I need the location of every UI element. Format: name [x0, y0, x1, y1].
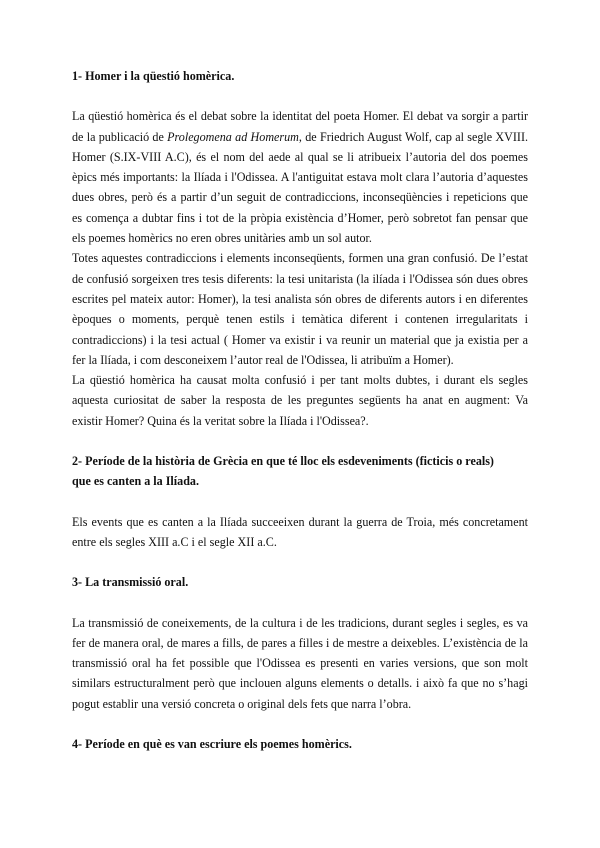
- section-3-heading: 3- La transmissió oral.: [72, 575, 189, 590]
- section-1-paragraph-1-text-a: La qüestió homèrica és el debat sobre la identitat del poeta Homer. El debat va sorgir a partir de la publicació de: [72, 109, 528, 144]
- section-4-heading: 4- Període en què es van escriure els poemes homèrics.: [72, 737, 352, 752]
- section-2-heading: [72, 451, 528, 492]
- section-1-heading: 1- Homer i la qüestió homèrica.: [72, 69, 235, 83]
- section-2-heading-line-1: 2- Període de la història de Grècia en que té lloc els esdeveniments (ficticis o reals): [72, 454, 494, 469]
- section-1-paragraph-2: Totes aquestes contradiccions i elements inconseqüents, formen una gran confusió. De l’estat de confusió sorgeixen tres tesis diferents: la tesi unitarista (la ilíada i l'Odissea són dues obres escrites pel mateix autor: Homer), la tesi analista són obres de diferents autors i en diferentes èpoques o moments, perquè tenen estils i temàtica diferent i contenen irregularitats i contradiccions) i la tesi actual ( Homer va existir i va reunir un material que ja existia per a fer la Ilíada, i com desconeixem l’autor real de l'Odissea, li atribuïm a Homer).: [72, 251, 528, 367]
- section-2-paragraph-1: Els events que es canten a la Ilíada succeeixen durant la guerra de Troia, més concretament entre els segles XIII a.C i el segle XII a.C.: [72, 514, 528, 549]
- section-1-paragraph-3: La qüestió homèrica ha causat molta confusió i per tant molts dubtes, i durant els segles aquesta curiositat de saber la resposta de les preguntes següents ha anat en augment: Va existir Homer? Quina és la veritat sobre la Ilíada i l'Odissea?.: [72, 373, 528, 428]
- section-1-paragraph-1: [72, 106, 528, 248]
- section-2-heading-line-2: que es canten a la Ilíada.: [72, 474, 199, 489]
- section-1-paragraph-1-text-b: , de Friedrich August Wolf, cap al segle XVIII. Homer (S.IX-VIII A.C), és el nom del aede al qual se li atribueix l’autoria del dos poemes èpics més importants: la Ilíada i l'Odissea. A l'antiguitat estava molt clara l’autoria d’aquestes dues obres, però és a partir d’un seguit de contradiccions, inconseqüències i repeticions que es comença a dubtar fins i tot de la pròpia existència d’Homer, però sobretot fan pensar que els poemes homèrics no eren obres unitàries amb un sol autor.: [72, 129, 528, 246]
- document-page: [72, 66, 528, 754]
- book-title: Prolegomena ad Homerum: [167, 129, 299, 144]
- section-3-paragraph-1: La transmissió de coneixements, de la cultura i de les tradicions, durant segles i segles, es va fer de manera oral, de mares a fills, de pares a filles i de mestre a deixebles. L’existència de la transmissió oral ha fet possible que l'Odissea es presenti en varies versions, que son molt similars estructuralment però que inclouen alguns elements o detalls. i això fa que no s’hagi pogut establir una versió concreta o original dels fets que narra l’obra.: [72, 615, 528, 711]
